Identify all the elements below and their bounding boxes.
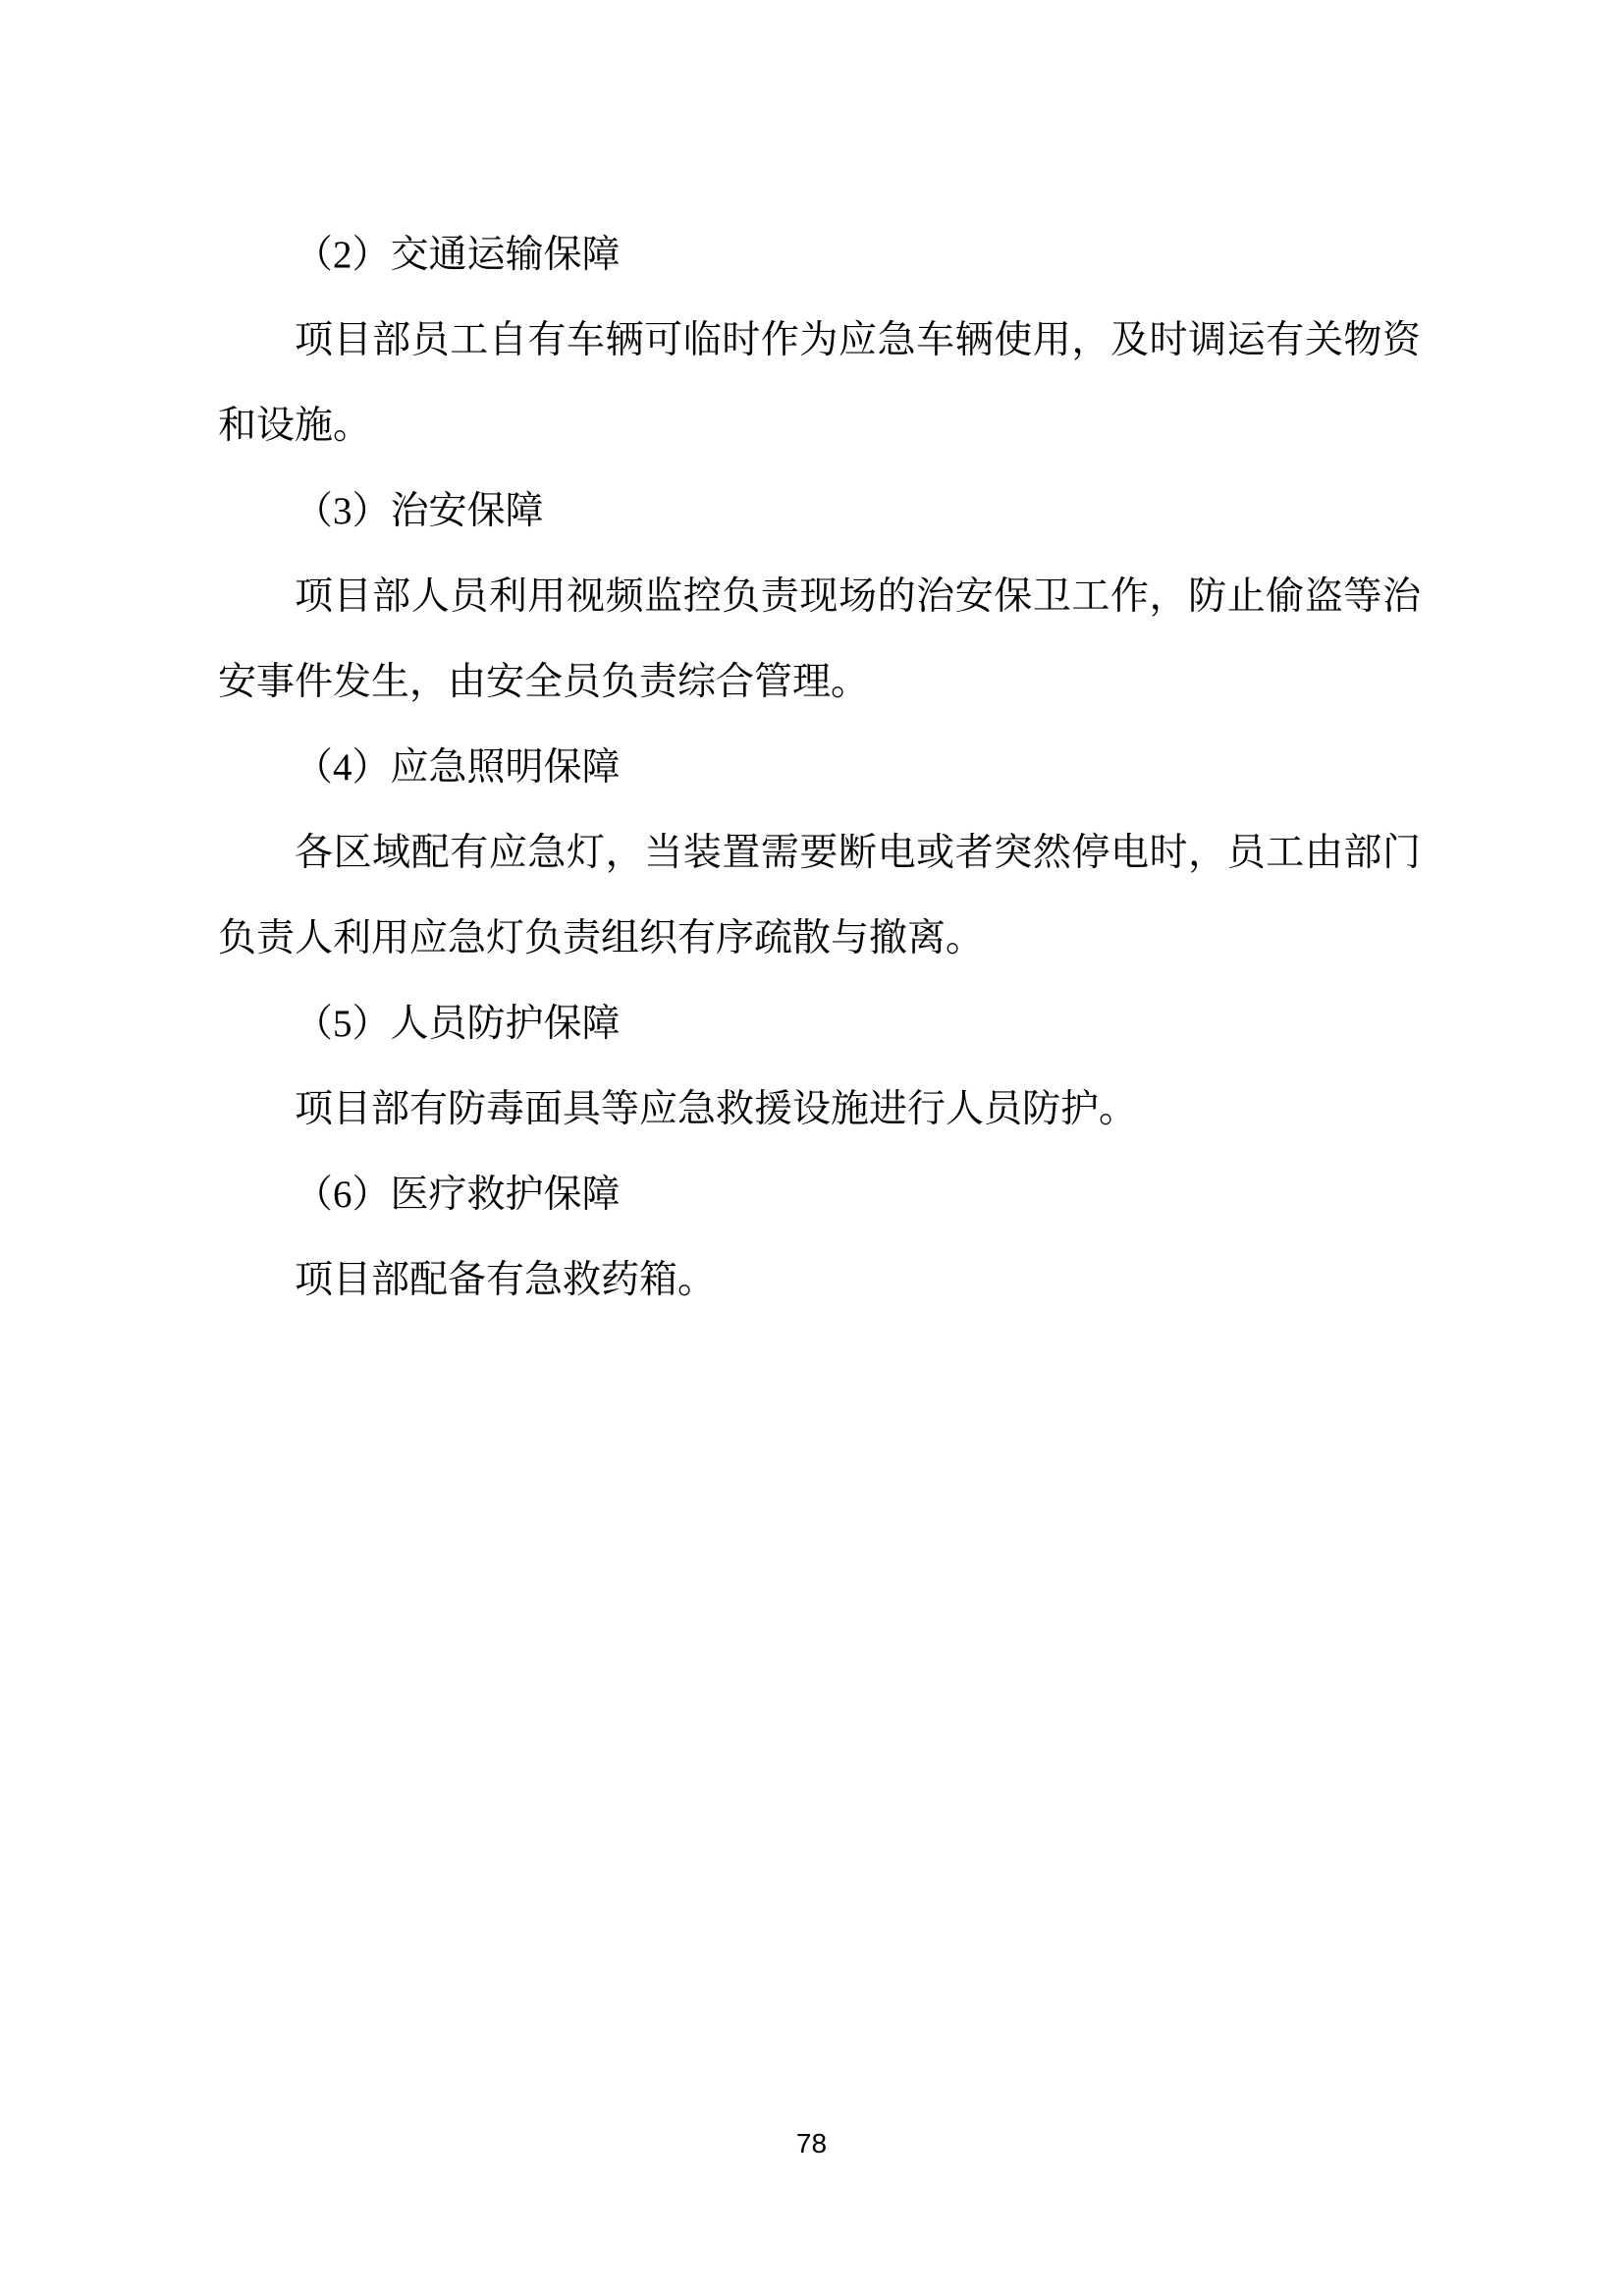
body-transport-support: 项目部员工自有车辆可临时作为应急车辆使用，及时调运有关物资和设施。 [218, 319, 1421, 447]
heading-transport-support: （2）交通运输保障 [295, 234, 621, 276]
body-security-support: 项目部人员利用视频监控负责现场的治安保卫工作，防止偷盗等治安事件发生，由安全员负责综合管理。 [218, 575, 1421, 703]
heading-personnel-protection: （5）人员防护保障 [295, 1003, 621, 1045]
document-body [218, 212, 1421, 1323]
page-number: 78 [795, 2128, 828, 2159]
heading-emergency-lighting: （4）应急照明保障 [295, 746, 621, 789]
body-personnel-protection: 项目部有防毒面具等应急救援设施进行人员防护。 [295, 1088, 1138, 1130]
body-emergency-lighting: 各区域配有应急灯，当装置需要断电或者突然停电时，员工由部门负责人利用应急灯负责组织有序疏散与撤离。 [218, 832, 1421, 959]
body-medical-rescue: 项目部配备有急救药箱。 [295, 1259, 717, 1301]
heading-security-support: （3）治安保障 [295, 490, 544, 532]
heading-medical-rescue: （6）医疗救护保障 [295, 1174, 621, 1216]
